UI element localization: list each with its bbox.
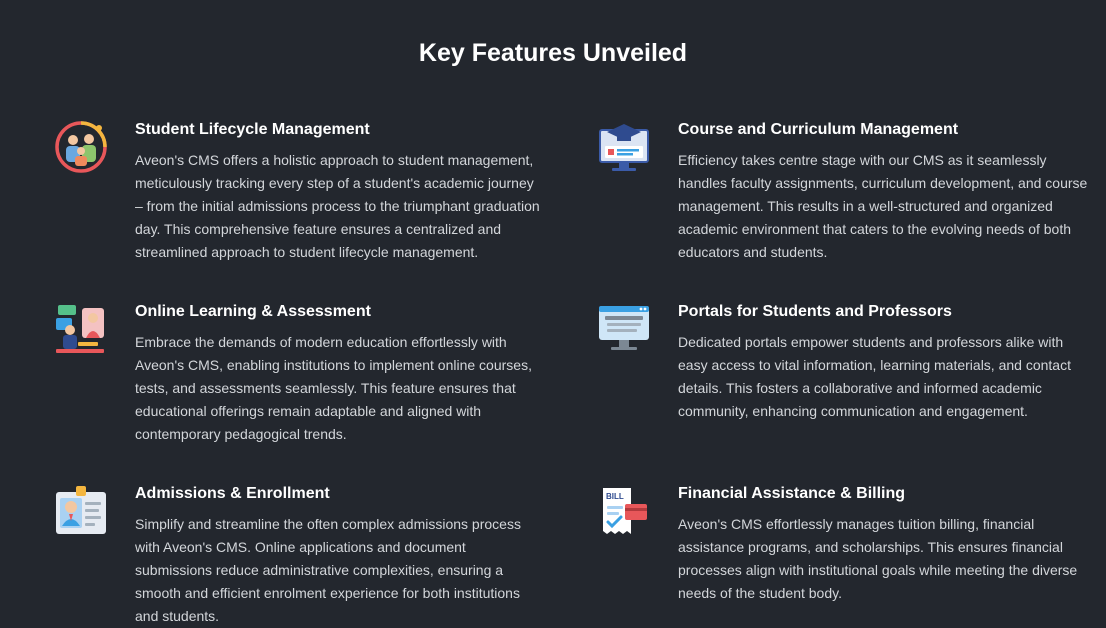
feature-description: Aveon's CMS offers a holistic approach to student management, meticulously tracking every step of a student's academic journey – from the initial admissions process to the triumphant graduation day. This comprehensive feature ensures a centralized and streamlined approach to student lifecycle management. — [135, 152, 540, 260]
id-badge-icon — [54, 484, 108, 538]
section-title: Key Features Unveiled — [418, 39, 688, 67]
portal-monitor-icon — [597, 302, 651, 356]
feature-description: Embrace the demands of modern education effortlessly with Aveon's CMS, enabling institutions to implement online courses, tests, and assessments seamlessly. This feature ensures that educational offerings remain adaptable and aligned with contemporary pedagogical trends. — [135, 334, 532, 442]
graduation-monitor-icon — [597, 120, 651, 174]
feature-description: Dedicated portals empower students and professors alike with easy access to vital information, learning materials, and contact details. This fosters a collaborative and informed academic community, enhancing communication and engagement. — [678, 334, 1071, 419]
feature-title: Student Lifecycle Management — [135, 121, 370, 138]
feature-title: Course and Curriculum Management — [678, 121, 959, 138]
feature-description: Aveon's CMS effortlessly manages tuition billing, financial assistance programs, and scholarships. This ensures financial processes align with institutional goals while meeting the diverse needs of the student body. — [678, 516, 1078, 601]
student-lifecycle-icon — [54, 120, 108, 174]
feature-description: Efficiency takes centre stage with our CMS as it seamlessly handles faculty assignments, curriculum development, and course management. This results in a well-structured and organized academic environment that caters to the evolving needs of both educators and students. — [678, 152, 1088, 260]
feature-title: Online Learning & Assessment — [135, 303, 371, 320]
feature-title: Financial Assistance & Billing — [678, 485, 906, 502]
online-learning-icon — [54, 302, 108, 356]
feature-title: Admissions & Enrollment — [135, 485, 330, 502]
bill-label: BILL — [606, 492, 624, 501]
feature-title: Portals for Students and Professors — [678, 303, 952, 320]
bill-card-icon — [597, 484, 651, 538]
feature-description: Simplify and streamline the often complex admissions process with Aveon's CMS. Online applications and document submissions reduce administrative complexities, ensuring a smooth and efficient enrolment experience for both institutions and students. — [135, 516, 521, 624]
